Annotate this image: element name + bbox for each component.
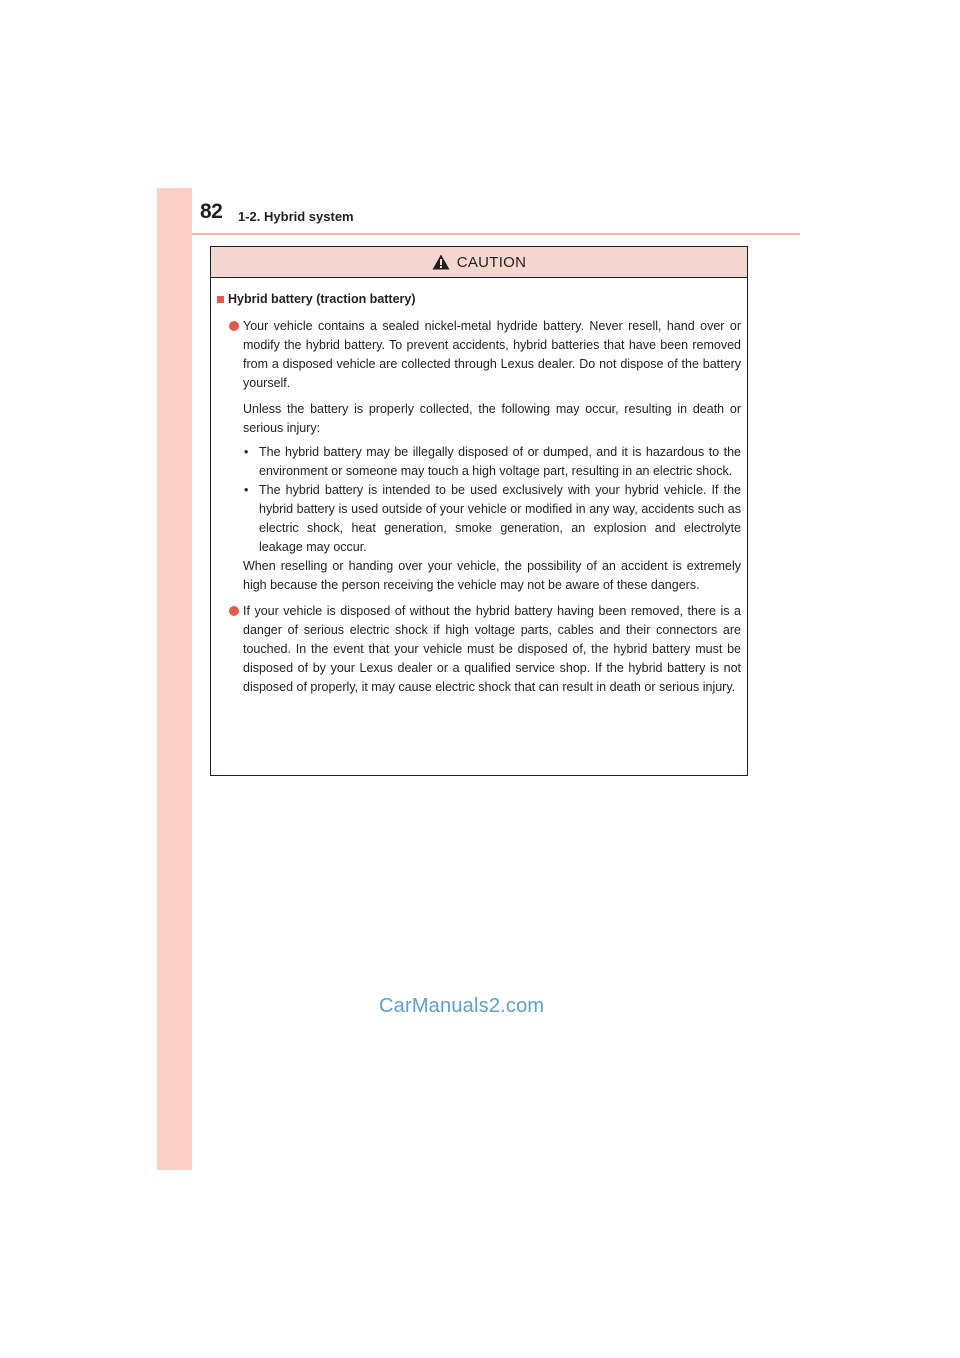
item1-paragraph-3: When reselling or handing over your vehicle, the possibility of an accident is extremely high because the person receiving the vehicle may not be aware of these dangers. bbox=[243, 559, 741, 592]
square-bullet-icon bbox=[217, 296, 224, 303]
subheading-text: Hybrid battery (traction battery) bbox=[228, 292, 416, 306]
side-tab-band bbox=[157, 188, 192, 1170]
item1-paragraph-2: Unless the battery is properly collected, the following may occur, resulting in death or serious injury: bbox=[243, 402, 741, 435]
consequence-list bbox=[243, 443, 741, 557]
page-number: 82 bbox=[200, 200, 223, 223]
consequence-item-2: • The hybrid battery is intended to be used exclusively with your hybrid vehicle. If the hybrid battery is used outside of your vehicle or modified in any way, accidents such as electric shock, heat generation, smoke generation, an explosion and electrolyte leakage may occur. bbox=[243, 481, 741, 557]
watermark-text: CarManuals2.com bbox=[379, 995, 545, 1017]
dot-marker: • bbox=[244, 483, 249, 497]
caution-box bbox=[210, 246, 748, 776]
caution-item-1 bbox=[229, 317, 741, 595]
caution-label: CAUTION bbox=[456, 253, 527, 271]
header-rule bbox=[192, 233, 800, 235]
dot-marker: • bbox=[244, 445, 249, 459]
consequence-item-1: • The hybrid battery may be illegally disposed of or dumped, and it is hazardous to the environment or someone may touch a high voltage part, resulting in an electric shock. bbox=[243, 443, 741, 481]
circle-bullet-icon bbox=[229, 321, 239, 331]
caution-header bbox=[211, 247, 747, 278]
item1-paragraph-1: Your vehicle contains a sealed nickel-metal hydride battery. Never resell, hand over or modify the hybrid battery. To prevent accidents, hybrid batteries that have been removed from a disposed vehicle are collected through Lexus dealer. Do not dispose of the battery yourself. bbox=[243, 319, 741, 390]
warning-triangle-icon bbox=[432, 254, 450, 270]
section-title: 1-2. Hybrid system bbox=[238, 209, 354, 224]
item2-paragraph-1: If your vehicle is disposed of without the hybrid battery having been removed, there is a danger of serious electric shock if high voltage parts, cables and their connectors are touched. In the event that your vehicle must be disposed of, the hybrid battery must be disposed of by your Lexus dealer or a qualified service shop. If the hybrid battery is not disposed of properly, it may cause electric shock that can result in death or serious injury. bbox=[243, 604, 741, 694]
caution-body bbox=[211, 278, 747, 697]
circle-bullet-icon bbox=[229, 606, 239, 616]
caution-item-2 bbox=[229, 602, 741, 697]
caution-subheading bbox=[217, 290, 741, 309]
